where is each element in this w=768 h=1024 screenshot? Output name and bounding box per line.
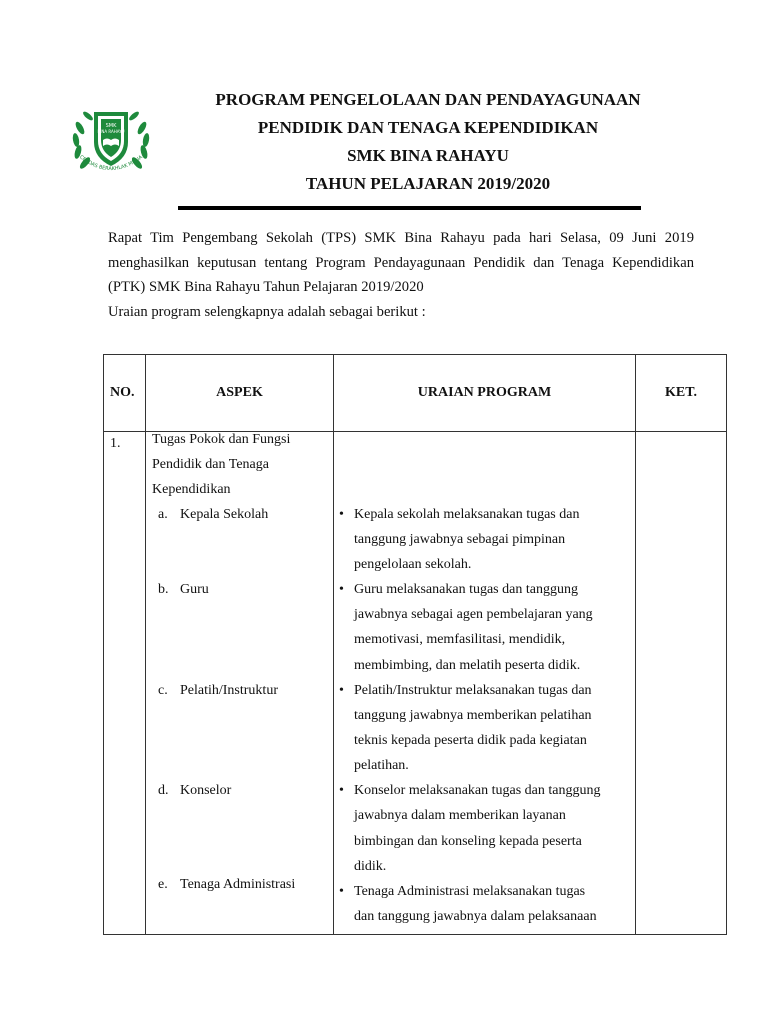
uraian-line: membimbing, dan melatih peserta didik. [354,658,581,673]
uraian-line: Pelatih/Instruktur melaksanakan tugas dan [354,683,592,698]
uraian-line: Kepala sekolah melaksanakan tugas dan [354,507,580,522]
aspek-letter: d. [158,783,169,798]
aspek-letter: e. [158,877,168,892]
uraian-line: pengelolaan sekolah. [354,557,472,572]
header-ket: KET. [636,355,727,432]
uraian-line: jawabnya sebagai agen pembelajaran yang [354,607,593,622]
title-line: TAHUN PELAJARAN 2019/2020 [305,174,551,193]
header-uraian: URAIAN PROGRAM [334,355,636,432]
bullet-icon: • [339,783,344,798]
header-aspek: ASPEK [146,355,334,432]
cell-uraian [334,432,636,935]
uraian-line: Tenaga Administrasi melaksanakan tugas [354,884,586,899]
aspek-heading-line: Pendidik dan Tenaga [152,457,269,472]
aspek-letter: b. [158,582,169,597]
aspek-heading-line: Tugas Pokok dan Fungsi [152,432,291,447]
aspek-item: Guru [180,582,209,597]
intro-section [108,226,694,324]
title-line: PROGRAM PENGELOLAAN DAN PENDAYAGUNAAN [215,90,641,109]
uraian-line: pelatihan. [354,758,409,773]
uraian-line: didik. [354,859,387,874]
bullet-icon: • [339,507,344,522]
intro-paragraph: Rapat Tim Pengembang Sekolah (TPS) SMK Bina Rahayu pada hari Selasa, 09 Juni 2019 menghasilkan keputusan tentang Program Pendayagunaan Pendidik dan Tenaga Kependidikan (PTK) SMK Bina Rahayu Tahun Pelajaran 2019/2020 [108,230,694,295]
document-title [150,86,706,198]
logo-text-school: BINA RAHAYU [97,129,125,134]
uraian-line: Konselor melaksanakan tugas dan tanggung [354,783,601,798]
header-no: NO. [104,355,146,432]
uraian-line: memotivasi, memfasilitasi, mendidik, [354,632,566,647]
aspek-letter: c. [158,683,168,698]
bullet-icon: • [339,582,344,597]
aspek-item: Kepala Sekolah [180,507,269,522]
uraian-line: bimbingan dan konseling kepada peserta [354,834,582,849]
aspek-heading-line: Kependidikan [152,482,231,497]
bullet-icon: • [339,884,344,899]
bullet-icon: • [339,683,344,698]
title-line: PENDIDIK DAN TENAGA KEPENDIDIKAN [257,118,599,137]
cell-no [104,432,146,935]
uraian-line: dan tanggung jawabnya dalam pelaksanaan [354,909,597,924]
aspek-item: Tenaga Administrasi [180,877,296,892]
ket-value [636,432,726,934]
aspek-item: Konselor [180,783,232,798]
uraian-line: tanggung jawabnya memberikan pelatihan [354,708,592,723]
table-header-row [104,355,727,432]
logo-motto: CERDAS BERAKHLAK MULIA [78,154,144,173]
row-number: 1. [110,436,121,451]
school-logo [70,98,152,180]
program-table [103,354,727,935]
table-row [104,432,727,935]
aspek-item: Pelatih/Instruktur [180,683,278,698]
title-line: SMK BINA RAHAYU [347,146,509,165]
intro-lead: Uraian program selengkapnya adalah sebagai berikut : [108,303,426,320]
cell-ket [636,432,727,935]
uraian-line: teknis kepada peserta didik pada kegiatan [354,733,587,748]
logo-text-top: SMK [105,123,117,129]
title-divider [178,206,641,210]
uraian-line: tanggung jawabnya sebagai pimpinan [354,532,566,547]
uraian-line: jawabnya dalam memberikan layanan [354,808,566,823]
cell-aspek [146,432,334,935]
aspek-letter: a. [158,507,168,522]
uraian-line: Guru melaksanakan tugas dan tanggung [354,582,578,597]
